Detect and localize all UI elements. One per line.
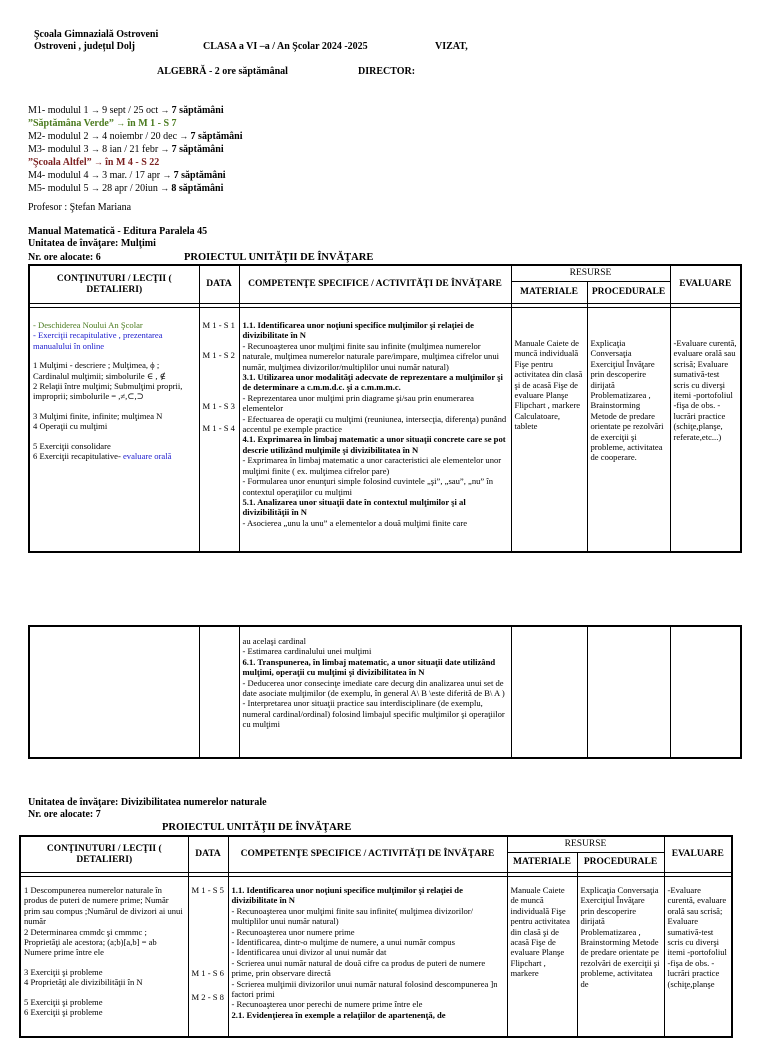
header-resources-2: RESURSE xyxy=(507,836,664,853)
learning-activity: - Formularea unor enunţuri simple folosind cuvintele „şi”, „sau”, „nu” în contextul operaţiilor cu mulţimi xyxy=(242,476,494,497)
unit1-label: Unitatea de învăţare: Mulţimi xyxy=(28,238,156,249)
unit2-label: Unitatea de învăţare: Divizibilitatea numerelor naturale xyxy=(28,797,267,808)
date-s3: M 1 - S 3 xyxy=(202,400,235,411)
header-content: CONŢINUTURI / LECŢII ( DETALIERI) xyxy=(29,265,199,304)
lesson-item: 5 Exerciţii consolidare xyxy=(33,440,111,451)
competence-heading: 6.1. Transpunerea, în limbaj matematic, a unor situaţii date utilizând mulţimi, operaţii cu mulţimi şi divizibilitatea în N xyxy=(242,656,496,678)
module-weeks: 8 săptămâni xyxy=(171,183,224,194)
content-last-prefix: 6 Exerciţii recapitulative- xyxy=(33,451,123,462)
unit2-content-cell xyxy=(20,877,188,1037)
lesson-item: 3 Mulţimi finite, infinite; mulţimea N xyxy=(33,410,163,421)
unit1-content-cell xyxy=(29,308,199,552)
cont-dates-cell xyxy=(199,626,239,758)
header-content-2: CONŢINUTURI / LECŢII ( DETALIERI) xyxy=(20,836,188,873)
unit2-materials: Manuale Caiete de muncă individuală Fişe pentru activitatea din clasă şi de acasă Fişe de evaluare Planşe Flipchart , markere xyxy=(507,877,577,1037)
module-dates: 3 mar. / 17 apr xyxy=(102,170,161,181)
module-row xyxy=(28,143,243,156)
lesson-item: 5 Exerciţii şi probleme xyxy=(24,996,103,1007)
learning-activity: - Scrierea unui număr natural de două cifre ca produs de puteri de numere prime, prin observare directă xyxy=(231,957,486,979)
header-evaluation-2: EVALUARE xyxy=(664,836,732,873)
lesson-item: 1 Mulţimi - descriere ; Mulţimea, ϕ ; Cardinalul mulţimii; simbolurile ∈ , ∉ xyxy=(33,360,167,381)
unit1-procedural: Explicaţia Conversaţia Exerciţiul Învăţare prin descoperire dirijată Problematizarea , Brainstorming Metode de predare orientate pe rezolvări de exerciţii şi probleme, activitatea de cooperare. xyxy=(587,308,670,552)
manual-label: Manual Matematică - Editura Paralela 45 xyxy=(28,226,208,237)
spacer xyxy=(24,988,185,997)
date2-s5: M 1 - S 5 xyxy=(191,885,224,895)
director-label: DIRECTOR: xyxy=(358,66,416,77)
module-dates: în M 4 - S 22 xyxy=(105,157,160,168)
spacer xyxy=(33,402,196,411)
module-row xyxy=(28,182,243,195)
arrow-icon: → xyxy=(160,170,174,180)
school-location: Ostroveni , județul Dolj xyxy=(34,41,135,52)
lesson-item: - Exerciţii recapitulative , prezentarea manualului în online xyxy=(33,330,163,351)
header-materials-2: MATERIALE xyxy=(507,853,577,873)
cont-competences-cell xyxy=(239,626,511,758)
header-procedural: PROCEDURALE xyxy=(587,282,670,304)
learning-activity: - Reprezentarea unor mulţimi prin diagrame şi/sau prin enumerarea elementelor xyxy=(242,392,474,414)
learning-activity: - Deducerea unor consecinţe imediate care decurg din analizarea unui set de date asociate mulţimilor (de exemplu, în general A\ B \este diferită de B\ A ) xyxy=(242,677,505,699)
date2-s6: M 1 - S 6 xyxy=(191,968,224,979)
cont-materials-cell xyxy=(511,626,587,758)
header-procedural-2: PROCEDURALE xyxy=(577,853,664,873)
school-name: Şcoala Gimnazială Ostroveni xyxy=(34,29,159,40)
cont-content-cell xyxy=(29,626,199,758)
lesson-item: 6 Exerciţii şi probleme xyxy=(24,1007,103,1018)
date-s1: M 1 - S 1 xyxy=(202,320,235,330)
competence-heading: 2.1. Evidenţierea în exemple a relaţiilor de apartenenţă, de xyxy=(231,1009,446,1020)
date-s2: M 1 - S 2 xyxy=(202,350,235,361)
learning-activity: au acelaşi cardinal xyxy=(242,636,306,646)
module-row xyxy=(28,117,243,130)
unit2-table xyxy=(19,835,733,1038)
module-name: ”Şcoala Altfel” xyxy=(28,157,92,168)
learning-activity: - Scrierea mulţimii divizorilor unui număr natural folosind descompunerea ]n factori primi xyxy=(231,978,498,1000)
learning-activity: - Exprimarea în limbaj matematic a unor caracteristici ale elementelor unor mulţimi finite ( ex. mulţimea cifrelor pare) xyxy=(242,455,502,476)
learning-activity: - Identificarea unui divizor al unui număr dat xyxy=(231,947,387,958)
arrow-icon: → xyxy=(88,131,103,141)
arrow-icon: → xyxy=(157,183,172,193)
module-row xyxy=(28,169,243,182)
lesson-item: 4 Operaţii cu mulţimi xyxy=(33,421,108,432)
header-competences-2: COMPETENŢE SPECIFICE / ACTIVITĂŢI DE ÎNVĂŢARE xyxy=(228,836,507,873)
unit2-evaluation: -Evaluare curentă, evaluare orală sau scrisă; Evaluare sumativă-test scris cu diverşi itemi -portofoliul -fişa de obs. - lucrări practice (schiţe,planşe xyxy=(664,877,732,1037)
header-date: DATA xyxy=(199,265,239,304)
learning-activity: - Estimarea cardinalului unei mulţimi xyxy=(242,646,372,657)
competence-heading: 5.1. Analizarea unor situaţii date în contextul mulţimilor şi al divizibilităţii în N xyxy=(242,496,466,518)
header-date-2: DATA xyxy=(188,836,228,873)
cont-evaluation-cell xyxy=(670,626,741,758)
learning-activity: - Interpretarea unor situaţii practice sau interdisciplinare (de exemplu, numeral cardinal/ordinal) folosind limbajul specific mulţimilor şi operaţiilor cu mulţimi xyxy=(242,698,505,730)
subject-label: ALGEBRĂ - 2 ore săptămânal xyxy=(157,66,288,77)
arrow-icon: → xyxy=(88,144,103,154)
arrow-icon: → xyxy=(158,144,172,154)
module-name: M5- modulul 5 xyxy=(28,183,89,194)
module-dates: 9 sept / 25 oct xyxy=(102,105,159,116)
unit1-table-continuation xyxy=(28,625,742,759)
learning-activity: - Identificarea, dintr-o mulţime de numere, a unui număr compus xyxy=(231,937,455,948)
arrow-icon: → xyxy=(91,157,106,167)
arrow-icon: → xyxy=(113,118,128,128)
module-weeks: 7 săptămâni xyxy=(190,131,243,142)
date-s4: M 1 - S 4 xyxy=(202,423,235,434)
arrow-icon: → xyxy=(88,170,103,180)
competence-heading: 3.1. Utilizarea unor modalităţi adecvate de reprezentare a mulţimilor şi de determinare a c.m.m.d.c. şi a c.m.m.m.c. xyxy=(242,372,503,393)
unit1-competences-cell xyxy=(239,308,511,552)
unit2-dates-cell xyxy=(188,877,228,1037)
learning-activity: - Recunoaşterea unor numere prime xyxy=(231,926,355,937)
class-year: CLASA a VI –a / An Şcolar 2024 -2025 xyxy=(203,41,368,52)
module-name: M3- modulul 3 xyxy=(28,144,89,155)
spacer xyxy=(33,351,196,360)
teacher-name: Profesor : Ştefan Mariana xyxy=(28,202,132,213)
learning-activity: - Recunoaşterea unor mulţimi finite sau infinite( mulţimea divizorilor/ multiplilor unui număr natural) xyxy=(231,905,474,927)
unit1-table xyxy=(28,264,742,553)
unit1-hours: Nr. ore alocate: 6 xyxy=(28,252,101,263)
header-resources: RESURSE xyxy=(511,265,670,282)
module-dates: 28 apr / 20iun xyxy=(102,183,158,194)
arrow-icon: → xyxy=(88,183,103,193)
competence-heading: 4.1. Exprimarea în limbaj matematic a unor situaţii concrete care se pot descrie utilizând mulţimile şi divizibilitatea în N xyxy=(242,434,506,455)
unit2-competences-cell xyxy=(228,877,507,1037)
module-name: M4- modulul 4 xyxy=(28,170,89,181)
lesson-item: 3 Exerciţii şi probleme xyxy=(24,966,103,977)
module-dates: în M 1 - S 7 xyxy=(127,118,177,129)
learning-activity: - Recunoaşterea unor mulţimi finite sau infinite (mulţimea numerelor naturale, mulţimea numerelor naturale pare/impare, mulţimea cifrelor unui număr, mulţimea divizorilor/multiplilor unui număr natural) xyxy=(242,340,500,372)
module-weeks: 7 săptămâni xyxy=(171,105,224,116)
unit1-title: PROIECTUL UNITĂŢII DE ÎNVĂŢARE xyxy=(184,252,374,263)
cont-procedural-cell xyxy=(587,626,670,758)
learning-activity: - Efectuarea de operaţii cu mulţimi (reuniunea, intersecţia, diferenţa) punând accentul pe exemple practice xyxy=(242,413,507,435)
module-name: M2- modulul 2 xyxy=(28,131,89,142)
lesson-item: 2 Relaţii între mulţimi; Submulţimi proprii, improprii; simbolurile = ,≠,⊂,⊃ xyxy=(33,381,183,402)
header-competences: COMPETENŢE SPECIFICE / ACTIVITĂŢI DE ÎNVĂŢARE xyxy=(239,265,511,304)
vizat-label: VIZAT, xyxy=(435,41,468,52)
unit2-hours: Nr. ore alocate: 7 xyxy=(28,809,101,820)
module-dates: 8 ian / 21 febr xyxy=(102,144,159,155)
header-evaluation: EVALUARE xyxy=(670,265,741,304)
unit1-evaluation: -Evaluare curentă, evaluare orală sau scrisă; Evaluare sumativă-test scris cu diverşi itemi -portofoliul -fişa de obs. - lucrări practice (schiţe,planşe, referate,etc...) xyxy=(670,308,741,552)
module-row xyxy=(28,104,243,117)
spacer xyxy=(33,432,196,441)
learning-activity: - Recunoaşterea unor perechi de numere prime între ele xyxy=(231,999,423,1010)
unit2-title: PROIECTUL UNITĂŢII DE ÎNVĂŢARE xyxy=(162,822,352,833)
modules-list xyxy=(28,104,243,195)
date2-s8: M 2 - S 8 xyxy=(191,991,224,1002)
unit1-materials: Manuale Caiete de muncă individuală Fişe pentru activitatea din clasă şi de acasă Fişe de evaluare Planşe Flipchart , markere Calculatoare, tablete xyxy=(511,308,587,552)
arrow-icon: → xyxy=(88,105,103,115)
content-last-evaluation: evaluare orală xyxy=(122,451,172,462)
module-name: ”Săptămâna Verde” xyxy=(28,118,114,129)
module-row xyxy=(28,156,243,169)
module-weeks: 7 săptămâni xyxy=(171,144,224,155)
lesson-item: - Deschiderea Noului An Şcolar xyxy=(33,320,143,330)
lesson-item: 4 Proprietăţi ale divizibilităţii în N xyxy=(24,977,143,988)
competence-heading: 1.1. Identificarea unor noţiuni specifice mulţimilor şi relaţiei de divizibilitate în N xyxy=(231,885,463,906)
module-row xyxy=(28,130,243,143)
module-dates: 4 noiembr / 20 dec xyxy=(102,131,178,142)
unit2-procedural: Explicaţia Conversaţia Exerciţiul Învăţare prin descoperire dirijată Problematizarea , Brainstorming Metode de predare orientate pe rezolvări de exerciţii şi probleme, activitatea de xyxy=(577,877,664,1037)
competence-heading: 1.1. Identificarea unor noţiuni specifice mulţimilor şi relaţiei de divizibilitate în N xyxy=(242,320,474,341)
spacer xyxy=(24,958,185,967)
header-materials: MATERIALE xyxy=(511,282,587,304)
lesson-item: 1 Descompunerea numerelor naturale în produs de puteri de numere prime; Număr prim sau compus ;Numărul de divizori ai unui număr xyxy=(24,885,183,927)
module-weeks: 7 săptămâni xyxy=(173,170,226,181)
module-name: M1- modulul 1 xyxy=(28,105,89,116)
lesson-item: 2 Determinarea cmmdc şi cmmmc ; Proprietăţi ale acestora; (a;b)[a,b] = ab Numere prime între ele xyxy=(24,926,157,958)
arrow-icon: → xyxy=(158,105,172,115)
unit1-dates-cell xyxy=(199,308,239,552)
arrow-icon: → xyxy=(177,131,191,141)
learning-activity: - Asocierea „unu la unu” a elementelor a două mulţimi finite care xyxy=(242,517,468,528)
